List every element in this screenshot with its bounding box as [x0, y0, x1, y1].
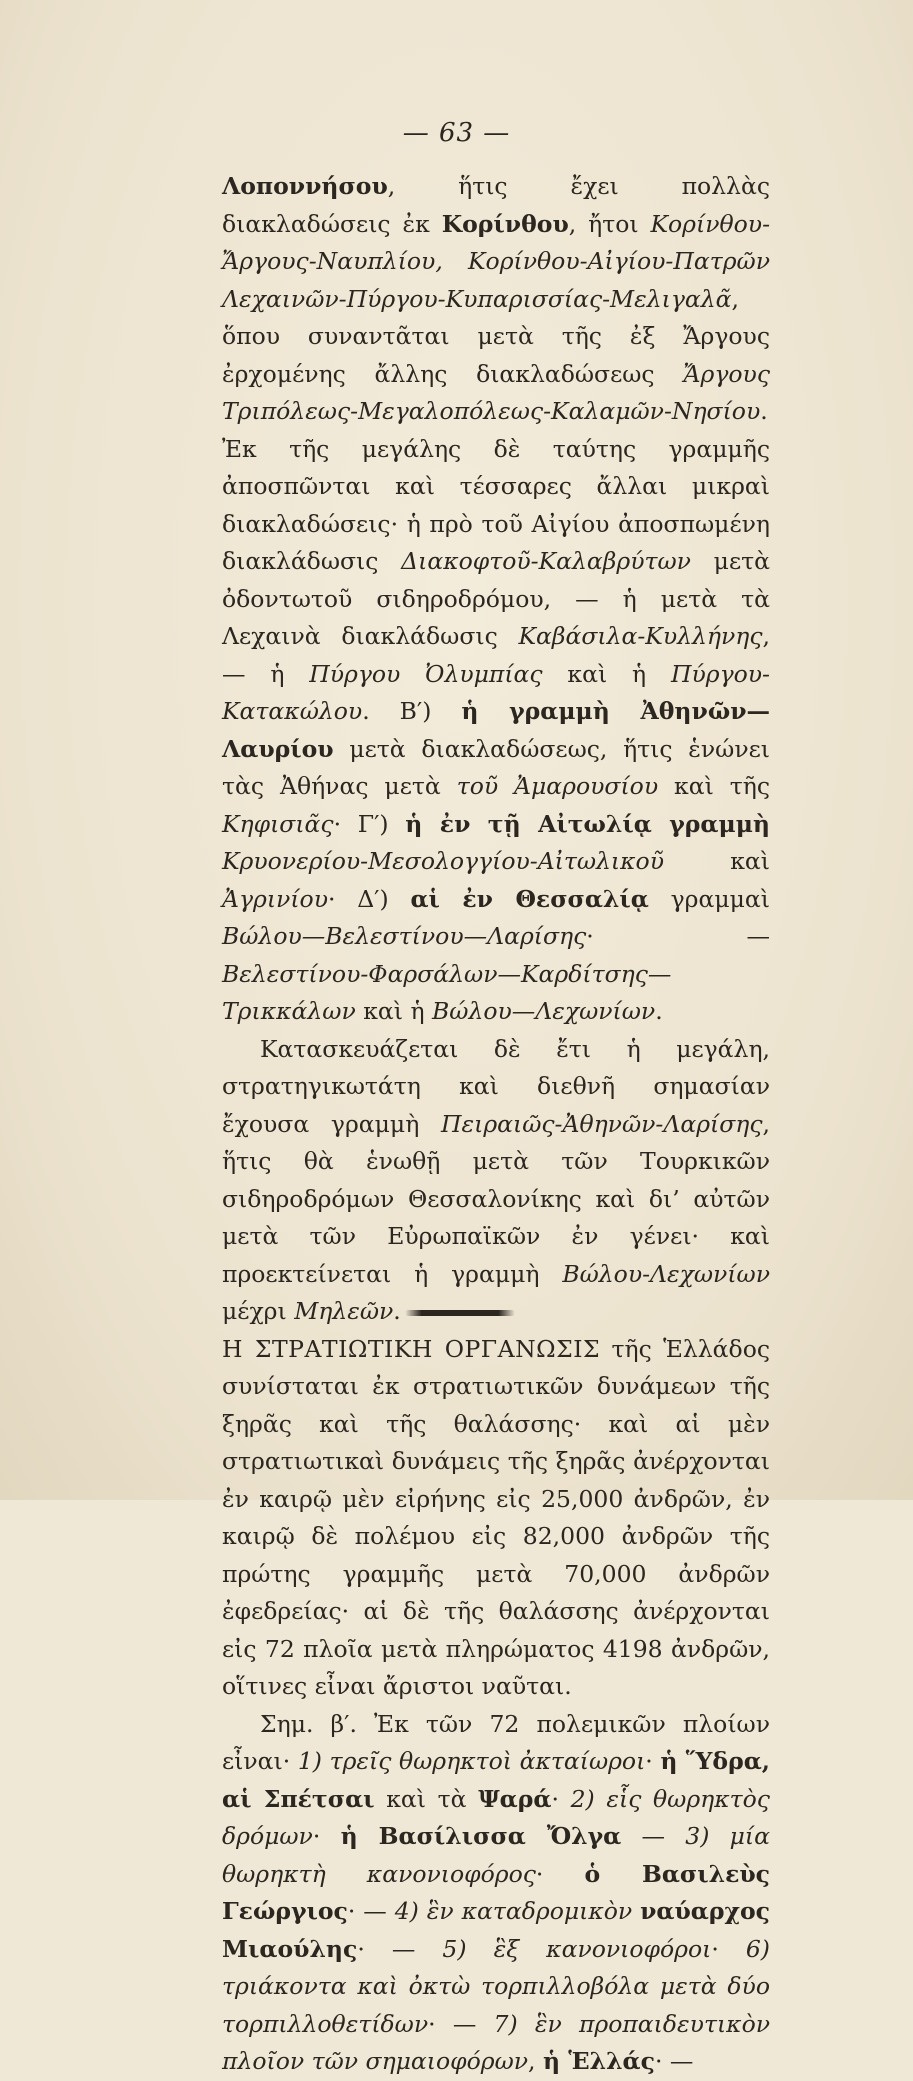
text-run: ἡ Ὕδρα, αἱ Σπέτσαι [222, 1747, 770, 1813]
text-run: Κρυονερίου-Μεσολογγίου-Αἰτωλικοῦ [222, 847, 664, 875]
text-run: ἡ Ἑλλάς [542, 2047, 655, 2075]
text-run: . Ἐκ τῆς μεγάλης δὲ ταύτης γραμμῆς ἀποσπῶνται καὶ τέσσαρες ἄλλαι μικραὶ διακλαδώσεις· ἡ πρὸ τοῦ Αἰγίου ἀποσπωμένη διακλάδωσις [222, 397, 770, 575]
text-run: · [645, 1747, 661, 1775]
text-run: Κορίνθου [441, 209, 569, 238]
text-run: Σημ. β′. Ἐκ τῶν 72 πολεμικῶν πλοίων εἶναι· [222, 1709, 770, 1775]
text-run: Μηλεῶν [294, 1297, 394, 1325]
text-run: Βώλου-Λεχωνίων [562, 1259, 770, 1288]
section-separator-line [405, 1310, 515, 1316]
text-run: , ἥτις ἔχει πολλὰς διακλαδώσεις ἐκ [222, 172, 770, 238]
text-run: 5) ἓξ κανονιοφόροι [442, 1934, 712, 1963]
text-run: Λοποννήσου [222, 172, 388, 200]
text-run: τοῦ Ἀμαρουσίου [456, 772, 659, 800]
text-run: Πύργου Ὀλυμπίας [309, 659, 543, 688]
text-run: αἱ ἐν Θεσσαλίᾳ [410, 884, 649, 913]
text-run: καὶ τὰ [374, 1784, 479, 1813]
text-run: · — [586, 922, 770, 950]
text-run: ἡ γραμμὴ Ἀθηνῶν—Λαυρίου [222, 697, 770, 763]
text-run: . [393, 1297, 401, 1325]
text-run: μετὰ ὀδοντωτοῦ σιδηροδρόμου, — ἡ μετὰ τὰ Λεχαινὰ διακλάδωσις [222, 547, 770, 650]
text-run: · [711, 1934, 746, 1963]
text-run: · [535, 1859, 585, 1888]
text-run: 7) ἓν προπαιδευτικὸν πλοῖον τῶν σημαιοφόρων [222, 2009, 770, 2075]
text-run: , ὅπου συναντᾶται μετὰ τῆς ἐξ Ἄργους ἐρχομένης ἄλλης διακλαδώσεως [222, 284, 770, 388]
text-run: 4) ἓν καταδρομικὸν [394, 1897, 633, 1925]
text-run: Κορίνθου-Ἄργους-Ναυπλίου, Κορίνθου-Αἰγίου-Πατρῶν Λεχαινῶν-Πύργου-Κυπαρισσίας-Μελιγαλᾶ [222, 209, 771, 313]
text-run: · [312, 1822, 341, 1850]
text-run: ἡ Βασίλισσα Ὄλγα [340, 1822, 622, 1850]
text-run: · Γ′) [333, 809, 406, 838]
text-run: Πύργου-Κατακώλου [222, 659, 770, 725]
text-run: , — ἡ [222, 622, 770, 688]
text-run: καὶ τῆς [658, 772, 771, 800]
text-run: 2) εἷς θωρηκτὸς δρόμων [222, 1784, 770, 1850]
paragraph-p1 [222, 168, 770, 1031]
text-run: ναύαρχος Μιαούλης [222, 1897, 770, 1963]
text-run: · Δ′) [327, 884, 411, 913]
text-run: Βελεστίνου-Φαρσάλων—Καρδίτσης—Τρικκάλων [222, 959, 672, 1025]
text-run: 1) τρεῖς θωρηκτοὶ ἀκταίωροι [297, 1747, 646, 1775]
text-run: · — [347, 1897, 395, 1925]
paragraph-p4 [222, 1706, 770, 2081]
text-run: . Β′) [362, 697, 462, 725]
text-run: μετὰ διακλαδώσεως, ἥτις ἑνώνει τὰς Ἀθήνας μετὰ [222, 734, 770, 800]
paragraph-p2 [222, 1031, 770, 1331]
text-run: καὶ [664, 847, 770, 875]
text-run: , ἤτοι [568, 209, 651, 238]
text-run: Βώλου—Λεχωνίων [432, 997, 656, 1025]
text-run: · — [428, 2009, 494, 2038]
text-run: Κηφισιᾶς [222, 809, 334, 838]
text-run [632, 1897, 640, 1925]
text-run: μέχρι [222, 1297, 295, 1325]
text-run: Κατασκευάζεται δὲ ἔτι ἡ μεγάλη, στρατηγικωτάτη καὶ διεθνῆ σημασίαν ἔχουσα γραμμὴ [222, 1034, 770, 1138]
text-run: , [528, 2047, 543, 2075]
text-run: Πειραιῶς-Ἀθηνῶν-Λαρίσης [441, 1109, 763, 1138]
text-run: Καβάσιλα-Κυλλήνης [518, 622, 763, 650]
page-body [222, 168, 770, 2081]
text-run: · — [654, 2047, 694, 2075]
page-number: — 63 — [402, 118, 511, 148]
text-run: · [551, 1784, 571, 1813]
text-run: Ἄργους Τριπόλεως-Μεγαλοπόλεως-Καλαμῶν-Νησίου [222, 359, 770, 425]
text-run: 3) μία θωρηκτὴ κανονιοφόρος [222, 1822, 770, 1888]
text-run: Διακοφτοῦ-Καλαβρύτων [401, 547, 691, 575]
text-run: Βώλου—Βελεστίνου—Λαρίσης [222, 922, 587, 950]
text-run: ὁ Βασιλεὺς Γεώργιος [222, 1859, 770, 1925]
text-run: καὶ ἡ [542, 659, 671, 688]
text-run: , ἥτις θὰ ἑνωθῇ μετὰ τῶν Τουρκικῶν σιδηροδρόμων Θεσσαλονίκης καὶ δι’ αὐτῶν μετὰ τῶν Εὐρωπαϊκῶν ἐν γένει· καὶ προεκτείνεται ἡ γραμμὴ [222, 1109, 770, 1288]
text-run: τῆς Ἑλλάδος συνίσταται ἐκ στρατιωτικῶν δυνάμεων τῆς ξηρᾶς καὶ τῆς θαλάσσης· καὶ αἱ μὲν στρατιωτικαὶ δυνάμεις τῆς ξηρᾶς ἀνέρχονται ἐν καιρῷ μὲν εἰρήνης εἰς 25,000 ἀνδρῶν, ἐν καιρῷ δὲ πολέμου εἰς 82,000 ἀνδρῶν τῆς πρώτης γραμμῆς μετὰ 70,000 ἀνδρῶν ἐφεδρείας· αἱ δὲ τῆς θαλάσσης ἀνέρχονται εἰς 72 πλοῖα μετὰ πληρώματος 4198 ἀνδρῶν, οἵτινες εἶναι ἄριστοι ναῦται. [222, 1334, 770, 1700]
text-run: . [655, 997, 663, 1025]
paragraph-p3 [222, 1331, 770, 1706]
text-run: 6) τριάκοντα καὶ ὀκτὼ τορπιλλοβόλα μετὰ δύο τορπιλλοθετίδων [222, 1934, 770, 2038]
text-run: καὶ ἡ [355, 997, 433, 1025]
text-run: Ἀγρινίου [222, 884, 328, 913]
text-run: Η ΣΤΡΑΤΙΩΤΙΚΗ ΟΡΓΑΝΩΣΙΣ [222, 1334, 601, 1363]
text-run: · — [357, 1934, 443, 1963]
text-run: ἡ ἐν τῇ Αἰτωλίᾳ γραμμὴ [405, 809, 770, 838]
text-run: Ψαρά [478, 1784, 552, 1813]
text-run: — [621, 1822, 686, 1850]
text-run: γραμμαὶ [648, 884, 770, 913]
